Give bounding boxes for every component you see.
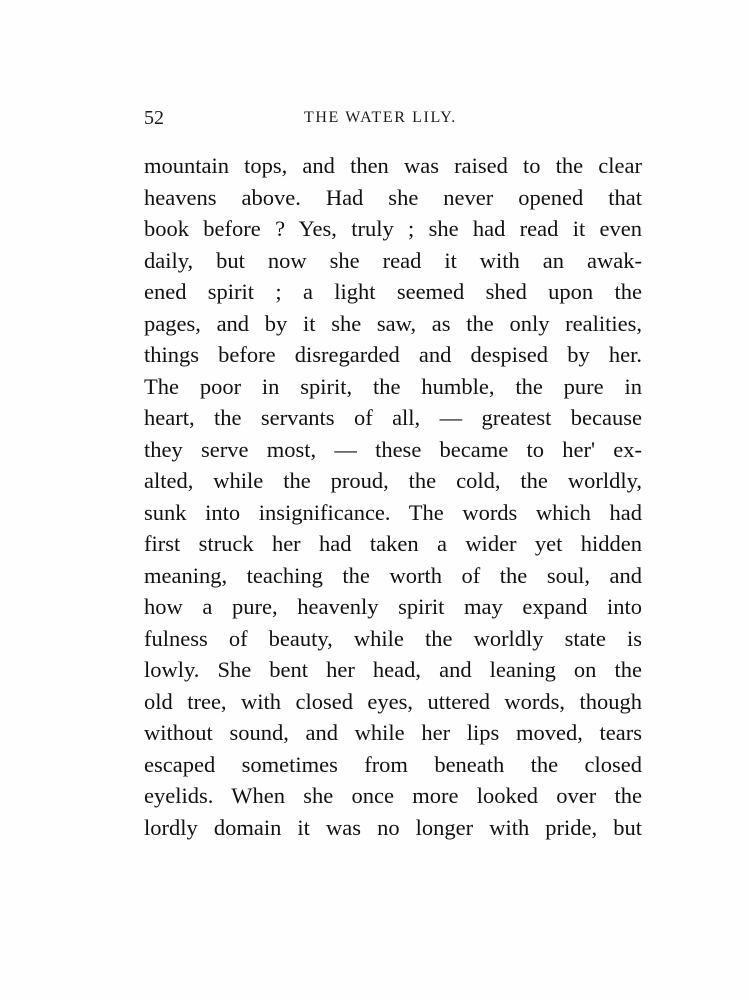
- text-line: eyelids. When she once more looked over the: [144, 783, 642, 808]
- text-line: pages, and by it she saw, as the only realities,: [144, 310, 642, 336]
- body-text: [144, 150, 642, 843]
- text-line: book before ? Yes, truly ; she had read it even: [144, 216, 642, 241]
- text-line: meaning, teaching the worth of the soul, and: [144, 562, 642, 588]
- text-line: ened spirit ; a light seemed shed upon the: [144, 279, 642, 304]
- page-number: 52: [144, 107, 164, 129]
- running-head: [144, 104, 640, 132]
- text-line: sunk into insignificance. The words which had: [144, 499, 642, 525]
- text-line: fulness of beauty, while the worldly state is: [144, 625, 642, 651]
- text-line: lordly domain it was no longer with pride, but: [144, 814, 642, 840]
- text-line: heavens above. Had she never opened that: [144, 184, 642, 210]
- running-title: THE WATER LILY.: [304, 109, 457, 126]
- text-line: first struck her had taken a wider yet hidden: [144, 531, 642, 556]
- text-line: old tree, with closed eyes, uttered words, though: [144, 688, 642, 714]
- text-line: how a pure, heavenly spirit may expand into: [144, 594, 642, 619]
- text-line: daily, but now she read it with an awak-: [144, 247, 642, 273]
- text-line: alted, while the proud, the cold, the worldly,: [144, 468, 642, 493]
- text-line: heart, the servants of all, — greatest because: [144, 405, 642, 430]
- text-line: things before disregarded and despised by her.: [144, 342, 642, 367]
- text-line: they serve most, — these became to her' ex-: [144, 436, 642, 462]
- text-line: escaped sometimes from beneath the closed: [144, 751, 642, 777]
- text-line: mountain tops, and then was raised to the clear: [144, 153, 642, 178]
- text-line: The poor in spirit, the humble, the pure in: [144, 373, 642, 399]
- text-line: lowly. She bent her head, and leaning on the: [144, 657, 642, 682]
- text-line: without sound, and while her lips moved, tears: [144, 720, 642, 745]
